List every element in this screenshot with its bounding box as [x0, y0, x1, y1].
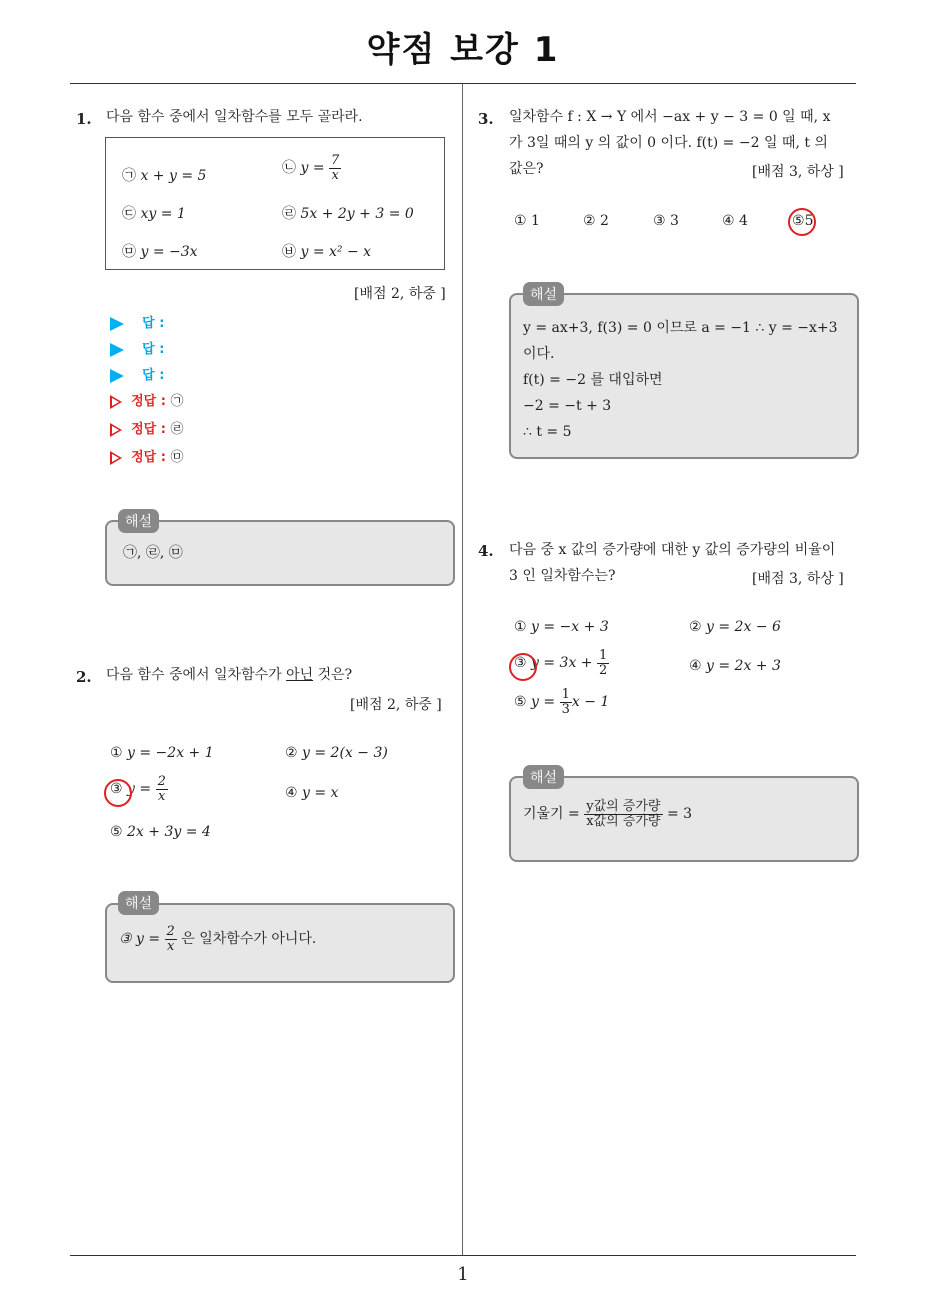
q4-choice-2[interactable]: ② y = 2x − 6: [689, 619, 781, 635]
q1-answer-row-1: 답 :: [110, 312, 164, 331]
q1-option-1: ㉠ x + y = 5: [122, 168, 207, 184]
q4-explanation-box: [509, 776, 859, 862]
play-outline-icon: [110, 451, 122, 465]
q4-choice-4[interactable]: ④ y = 2x + 3: [689, 658, 781, 674]
q3-explanation-box: [509, 293, 859, 459]
q2-explanation-label: 해설: [118, 891, 159, 915]
q4-explanation-label: 해설: [523, 765, 564, 789]
q3-number: 3.: [478, 110, 494, 128]
header-rule: [70, 83, 856, 84]
q3-line-1: 일차함수 f : X → Y 에서 −ax + y − 3 = 0 일 때, x: [509, 109, 831, 125]
q1-answer-row-3: 답 :: [110, 364, 164, 383]
q1-explanation-label: 해설: [118, 509, 159, 533]
q1-text: 다음 함수 중에서 일차함수를 모두 골라라.: [106, 109, 363, 125]
q3-choice-4[interactable]: ④ 4: [722, 213, 748, 229]
q4-selected-circle: [509, 653, 537, 681]
play-icon: [110, 317, 124, 331]
q1-option-6: ㉥ y = x² − x: [282, 244, 372, 260]
q2-choice-1[interactable]: ① y = −2x + 1: [110, 745, 214, 761]
q2-number: 2.: [76, 668, 92, 686]
q2-explanation-text: ③ y = $\frac{2}{x}$ 은 일차함수가 아니다.: [119, 924, 317, 954]
play-outline-icon: [110, 423, 122, 437]
q1-option-2: ㉡ y = $\frac{7}{x}$: [282, 153, 340, 183]
play-outline-icon: [110, 395, 122, 409]
q4-choice-5[interactable]: ⑤ y = $\frac{1}{3}$ x − 1: [514, 687, 610, 717]
q3-line-2: 가 3일 때의 y 의 값이 0 이다. f(t) = −2 일 때, t 의: [509, 135, 828, 151]
q1-correct-row-2: 정답 : ㉣: [110, 418, 183, 437]
play-icon: [110, 343, 124, 357]
q3-choice-2[interactable]: ② 2: [583, 213, 609, 229]
page-title: 약점 보강 1: [366, 30, 560, 70]
q2-choice-3[interactable]: ③ y = $\frac{2}{x}$: [110, 774, 166, 804]
q3-choice-3[interactable]: ③ 3: [653, 213, 679, 229]
q4-choice-3[interactable]: ③ y = 3x + $\frac{1}{2}$: [514, 648, 608, 678]
q3-explanation-text: y = ax+3, f(3) = 0 이므로 a = −1 ∴ y = −x+3 이다. f(t) = −2 를 대입하면 −2 = −t + 3 ∴ t = 5: [523, 320, 838, 440]
q2-choice-5[interactable]: ⑤ 2x + 3y = 4: [110, 824, 211, 840]
play-icon: [110, 369, 124, 383]
q3-choice-5[interactable]: ⑤5: [792, 213, 814, 229]
q2-score: [배점 2, 하중 ]: [350, 697, 442, 713]
q4-choice-1[interactable]: ① y = −x + 3: [514, 619, 609, 635]
q1-option-box: [105, 137, 445, 270]
q2-choice-4[interactable]: ④ y = x: [285, 785, 339, 801]
q1-correct-row-3: 정답 : ㉤: [110, 446, 183, 465]
q4-score: [배점 3, 하상 ]: [752, 571, 844, 587]
q1-option-3: ㉢ xy = 1: [122, 206, 186, 222]
q1-number: 1.: [76, 110, 92, 128]
footer-rule: [70, 1255, 856, 1256]
q1-answer-row-2: 답 :: [110, 338, 164, 357]
q1-option-4: ㉣ 5x + 2y + 3 = 0: [282, 206, 414, 222]
q4-number: 4.: [478, 542, 494, 560]
q4-line-2: 3 인 일차함수는?: [509, 568, 616, 584]
q1-explanation-text: ㉠, ㉣, ㉤: [123, 545, 183, 561]
q1-option-5: ㉤ y = −3x: [122, 244, 198, 260]
q2-text: 다음 함수 중에서 일차함수가 아닌 것은?: [106, 667, 353, 683]
q3-score: [배점 3, 하상 ]: [752, 164, 844, 180]
q2-explanation-box: [105, 903, 455, 983]
q3-choice-1[interactable]: ① 1: [514, 213, 540, 229]
q3-selected-circle: [788, 208, 816, 236]
q1-correct-row-1: 정답 : ㉠: [110, 390, 183, 409]
column-divider: [462, 84, 463, 1256]
q4-line-1: 다음 중 x 값의 증가량에 대한 y 값의 증가량의 비율이: [509, 542, 836, 558]
q3-explanation-label: 해설: [523, 282, 564, 306]
q1-score: [배점 2, 하중 ]: [354, 286, 446, 302]
q3-line-3: 값은?: [509, 161, 544, 177]
page-number: 1: [457, 1264, 469, 1285]
q4-explanation-text: 기울기 = $\frac{\text{y값의 증가량}}{\text{x값의 증가량}}$ = 3: [523, 799, 693, 829]
q2-selected-circle: [104, 779, 132, 807]
q2-choice-2[interactable]: ② y = 2(x − 3): [285, 745, 388, 761]
